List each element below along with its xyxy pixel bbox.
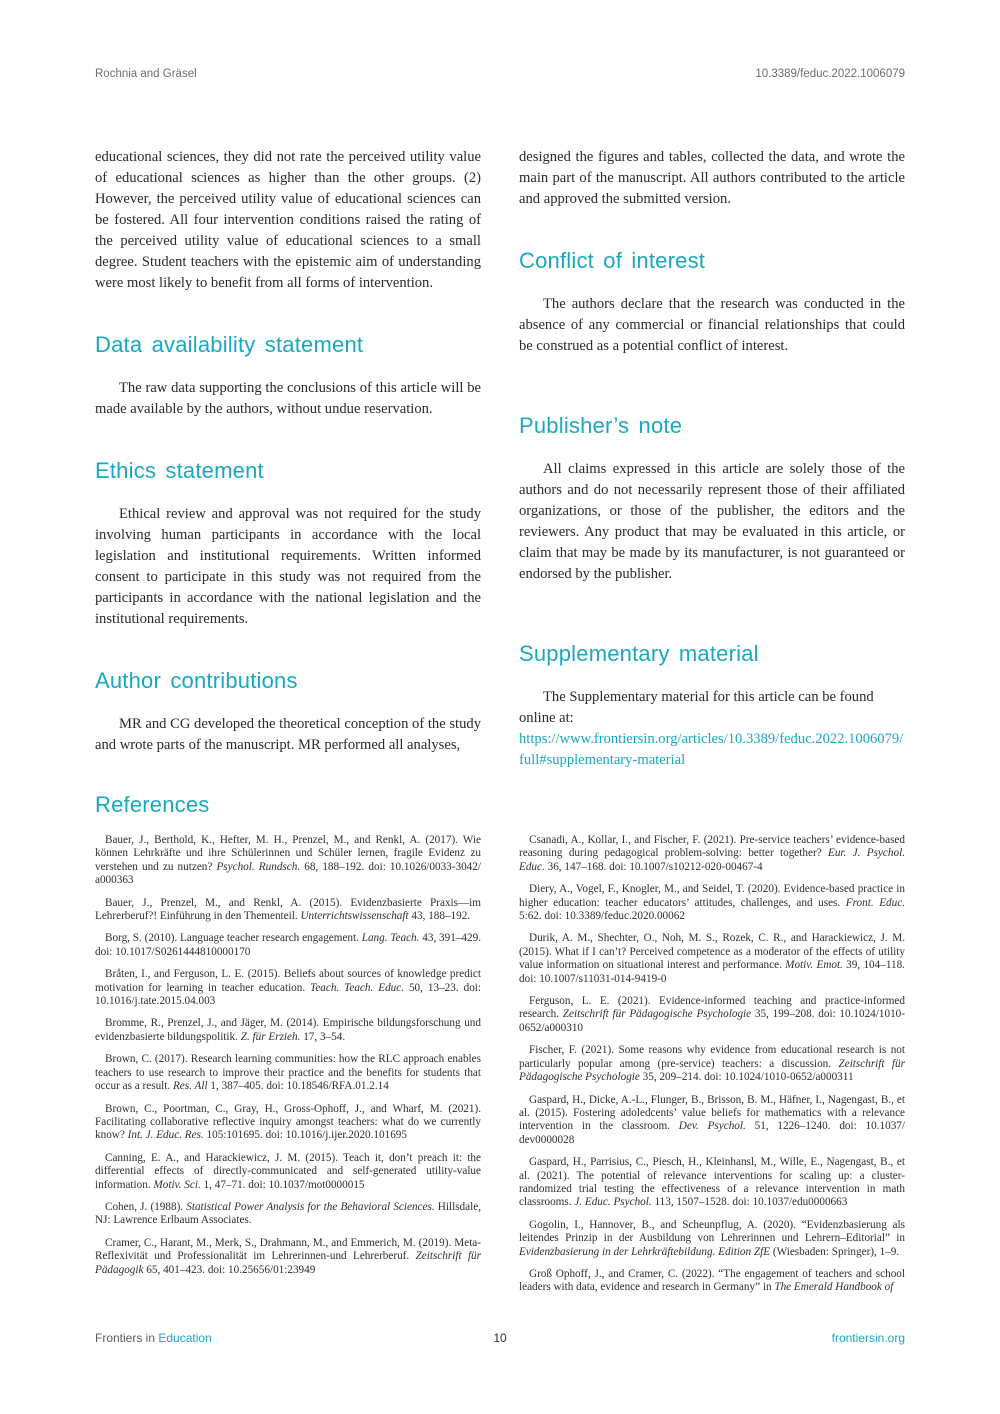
left-column [95,147,481,756]
page-number: 10 [493,1331,507,1345]
reference-item: Cohen, J. (1988). Statistical Power Analysis for the Behavioral Sciences. Hillsdale, NJ: Lawrence Erlbaum Associates. [95,1200,481,1227]
reference-item: Bauer, J., Berthold, K., Hefter, M. H., Prenzel, M., and Renkl, A. (2017). Wie können Lehrkräfte und ihre Schülerinnen und Schüler lernen, fragile Evidenz zu verstehen und zu nutzen? Psychol. Rundsch. 68, 188–192. doi: 10.1026/0033-3042/ a000363 [95,834,481,887]
reference-item: Gaspard, H., Dicke, A.-L., Flunger, B., Brisson, B. M., Häfner, I., Nagengast, B., et al. (2015). Fostering adoledcents’ value beliefs for mathematics with a relevance intervention in the classroom. Dev. Psychol. 51, 1226–1240. doi: 10.1037/ dev0000028 [519,1093,906,1146]
supplementary-intro: The Supplementary material for this article can be found online at: [519,689,874,726]
reference-item: Ferguson, L. E. (2021). Evidence-informed teaching and practice-informed research. Zeitschrift für Pädagogische Psychologie 35, 199–208. doi: 10.1024/1010-0652/a000310 [519,995,905,1034]
publisher-note-heading: Publisher’s note [519,413,683,438]
footer-journal-name: Education [158,1331,212,1345]
ethics-text: Ethical review and approval was not required for the study involving human participants in accordance with the local legislation and institutional requirements. Written informed consent to participate in this study was not required from the participants in accordance with the national legislation and the institutional requirements. [95,506,481,627]
conflict-text: The authors declare that the research was conducted in the absence of any commercial or financial relationships that could be construed as a potential conflict of interest. [519,296,905,354]
footer-journal-prefix: Frontiers in [95,1331,159,1345]
reference-item: Bauer, J., Prenzel, M., and Renkl, A. (2015). Evidenzbasierte Praxis—im Lehrerberuf?! Einführung in den Thementeil. Unterrichtswissenschaft 43, 188–192. [95,896,481,923]
references-left-column [95,834,481,1286]
reference-item: Bromme, R., Prenzel, J., and Jäger, M. (2014). Empirische bildungsforschung und evidenzbasierte bildungspolitik. Z. für Erzieh. 17, 3–54. [95,1017,481,1043]
footer-site-link[interactable]: frontiersin.org [831,1331,905,1345]
reference-item: Fischer, F. (2021). Some reasons why evidence from educational research is not particularly popular among (pre-service) teachers: a discussion. Zeitschrift für Pädagogische Psychologie 35, 209–214. doi: 10.1024/1010-0652/a000311 [519,1044,905,1084]
supplementary-link-part1: https://www.frontiersin.org/articles/10.3389/feduc.2022.1006079/ [519,731,904,747]
reference-item: Brown, C., Poortman, C., Gray, H., Gross-Ophoff, J., and Wharf, M. (2021). Facilitating collaborative reflective inquiry amongst teachers: what do we currently know? Int. J. Educ. Res. 105:101695. doi: 10.1016/j.ijer.2020.101695 [95,1102,481,1142]
reference-item: Gogolin, I., Hannover, B., and Scheunpflug, A. (2020). “Evidenzbasierung als leitendes Prinzip in der Ausbildung von Lehrerinnen und Lehrern–Editorial” in Evidenzbasierung in der Lehrkräftebildung. Edition ZfE (Wiesbaden: Springer), 1–9. [519,1218,905,1258]
intro-paragraph: educational sciences, they did not rate the perceived utility value of educational sciences as higher than the other groups. (2) However, the perceived utility value of educational sciences can be fostered. All four intervention conditions raised the rating of the perceived utility value of educational sciences to a small degree. Student teachers with the epistemic aim of understanding were most likely to benefit from all forms of intervention. [95,149,481,291]
reference-item: Groß Ophoff, J., and Cramer, C. (2022). “The engagement of teachers and school leaders with data, evidence and research in Germany” in The Emerald Handbook of [519,1267,905,1294]
supplementary-link[interactable] [519,731,903,768]
reference-item: Durik, A. M., Shechter, O., Noh, M. S., Rozek, C. R., and Harackiewicz, J. M. (2015). What if I can’t? Perceived competence as a moderator of the effects of utility value information on situational interest and performance. Motiv. Emot. 39, 104–118. doi: 10.1007/s11031-014-9419-0 [519,932,905,985]
reference-item: Bråten, I., and Ferguson, L. E. (2015). Beliefs about sources of knowledge predict motivation for learning in teacher education. Teach. Teach. Educ. 50, 13–23. doi: 10.1016/j.tate.2015.04.003 [95,968,481,1008]
contributions-continued: designed the figures and tables, collected the data, and wrote the main part of the manuscript. All authors contributed to the article and approved the submitted version. [519,149,905,207]
ethics-heading: Ethics statement [95,458,264,483]
publisher-note-text: All claims expressed in this article are solely those of the authors and do not necessarily represent those of their affiliated organizations, or those of the publisher, the editors and the reviewers. Any product that may be evaluated in this article, or claim that may be made by its manufacturer, is not guaranteed or endorsed by the publisher. [519,461,905,582]
reference-item: Cramer, C., Harant, M., Merk, S., Drahmann, M., and Emmerich, M. (2019). Meta-Reflexivität und Professionalität im Lehrerinnen-und Lehrerberuf. Zeitschrift für Pädagogik 65, 401–423. doi: 10.25656/01:23949 [95,1236,481,1276]
data-availability-text: The raw data supporting the conclusions of this article will be made available by the authors, without undue reservation. [95,380,481,417]
reference-item: Csanadi, A., Kollar, I., and Fischer, F. (2021). Pre-service teachers’ evidence-based reasoning during pedagogical problem-solving: better together? Eur. J. Psychol. Educ. 36, 147–168. doi: 10.1007/s10212-020-00467-4 [519,834,905,873]
references-right-column [519,834,905,1304]
reference-item: Brown, C. (2017). Research learning communities: how the RLC approach enables teachers to use research to improve their practice and the benefits for students that occur as a result. Res. All 1, 387–405. doi: 10.18546/RFA.01.2.14 [95,1053,481,1093]
supplementary-link-part2: full#supplementary-material [519,752,686,768]
reference-item: Borg, S. (2010). Language teacher research engagement. Lang. Teach. 43, 391–429. doi: 10.1017/S0261444810000170 [95,932,481,958]
reference-item: Gaspard, H., Parrisius, C., Piesch, H., Kleinhansl, M., Wille, E., Nagengast, B., et al. (2021). The potential of relevance interventions for scaling up: a cluster-randomized trial testing the effectiveness of a relevance intervention in math classrooms. J. Educ. Psychol. 113, 1507–1528. doi: 10.1037/edu0000663 [519,1156,905,1209]
author-contributions-heading: Author contributions [95,668,298,693]
references-heading: References [95,792,210,817]
running-header-doi: 10.3389/feduc.2022.1006079 [755,68,905,80]
reference-item: Canning, E. A., and Harackiewicz, J. M. (2015). Teach it, don’t preach it: the differential effects of directly-communicated and self-generated utility-value information. Motiv. Sci. 1, 47–71. doi: 10.1037/mot0000015 [95,1151,481,1191]
data-availability-heading: Data availability statement [95,332,364,357]
supplementary-heading: Supplementary material [519,641,759,666]
running-header-authors: Rochnia and Gräsel [95,68,197,80]
conflict-heading: Conflict of interest [519,248,706,273]
right-column [519,147,905,771]
author-contributions-text: MR and CG developed the theoretical conception of the study and wrote parts of the manuscript. MR performed all analyses, [95,716,481,753]
supplementary-text [519,687,905,771]
reference-item: Diery, A., Vogel, F., Knogler, M., and Seidel, T. (2020). Evidence-based practice in higher education: teacher educators’ attitudes, challenges, and uses. Front. Educ. 5:62. doi: 10.3389/feduc.2020.00062 [519,883,906,923]
